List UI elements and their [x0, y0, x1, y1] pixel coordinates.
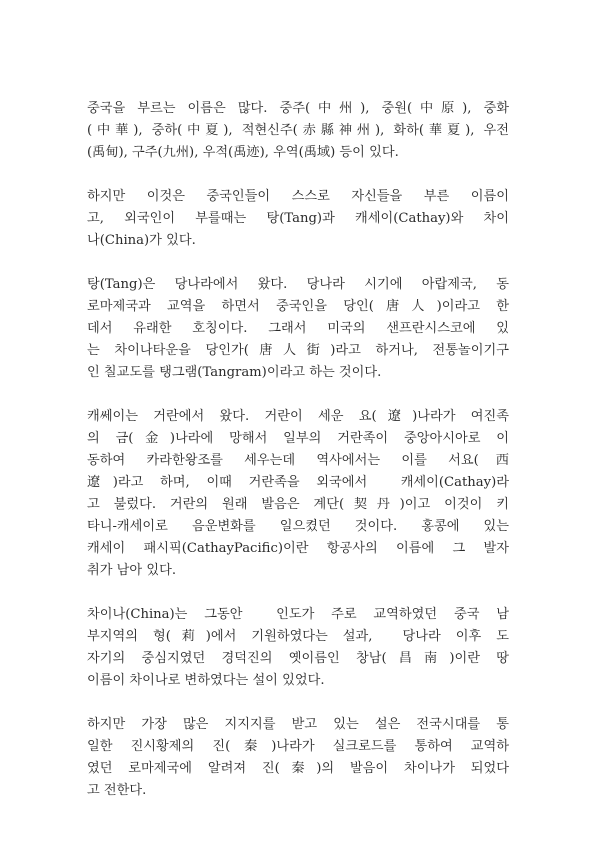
text-line: 캐세이 패시픽(CathayPacific)이란 항공사의 이름에 그 발자	[87, 541, 509, 556]
text-line: 하지만 이것은 중국인들이 스스로 자신들을 부른 이름이	[87, 189, 509, 204]
text-line: 인 칠교도를 탱그램(Tangram)이라고 하는 것이다.	[87, 365, 382, 380]
text-line: 로마제국과 교역을 하면서 중국인을 당인(唐人)이라고 한	[87, 299, 509, 314]
text-line: 나(China)가 있다.	[87, 233, 196, 248]
text-line: 자기의 중심지였던 경덕진의 옛이름인 창남(昌南)이란 땅	[87, 651, 509, 666]
text-line: 타니-캐세이로 음운변화를 일으켰던 것이다. 홍콩에 있는	[87, 519, 509, 534]
paragraph-china-origin	[87, 604, 509, 692]
text-line: 이름이 차이나로 변하였다는 설이 있었다.	[87, 673, 325, 688]
text-line: 고 불렀다. 거란의 원래 발음은 계단(契丹)이고 이것이 키	[87, 497, 509, 512]
document-body	[87, 98, 509, 824]
text-line: 하지만 가장 많은 지지지를 받고 있는 설은 전국시대를 통	[87, 717, 509, 732]
text-line: 중국을 부르는 이름은 많다. 중주(中州), 중원(中原), 중화	[87, 101, 509, 116]
paragraph-cathay	[87, 406, 509, 582]
text-line: 는 차이나타운을 당인가(唐人街)라고 하거나, 전통놀이기구	[87, 343, 509, 358]
text-line: 일한 진시황제의 진(秦)나라가 실크로드를 통하여 교역하	[87, 739, 509, 754]
text-line: 데서 유래한 호칭이다. 그래서 미국의 샌프란시스코에 있	[87, 321, 509, 336]
text-line: 차이나(China)는 그동안 인도가 주로 교역하였던 중국 남	[87, 607, 509, 622]
text-line: 부지역의 형(莉)에서 기원하였다는 설과, 당나라 이후 도	[87, 629, 509, 644]
text-line: 캐쎄이는 거란에서 왔다. 거란이 세운 요(遼)나라가 여진족	[87, 409, 509, 424]
text-line: (中華), 중하(中夏), 적현신주(赤縣神州), 화하(華夏), 우전	[87, 123, 509, 138]
text-line: (禹甸), 구주(九州), 우적(禹迹), 우역(禹域) 등이 있다.	[87, 145, 399, 160]
paragraph-qin-theory	[87, 714, 509, 802]
paragraph-names-of-china	[87, 98, 509, 164]
text-line: 탕(Tang)은 당나라에서 왔다. 당나라 시기에 아랍제국, 동	[87, 277, 509, 292]
text-line: 동하여 카라한왕조를 세우는데 역사에서는 이를 서요(西	[87, 453, 509, 468]
paragraph-tang	[87, 274, 509, 384]
text-line: 의 금(金)나라에 망해서 일부의 거란족이 중앙아시아로 이	[87, 431, 509, 446]
text-line: 취가 남아 있다.	[87, 563, 177, 578]
text-line: 고, 외국인이 부를때는 탕(Tang)과 캐세이(Cathay)와 차이	[87, 211, 509, 226]
text-line: 였던 로마제국에 알려져 진(秦)의 발음이 차이나가 되었다	[87, 761, 509, 776]
text-line: 고 전한다.	[87, 783, 147, 798]
text-line: 遼)라고 하며, 이때 거란족을 외국에서 캐세이(Cathay)라	[87, 475, 509, 490]
paragraph-foreign-names	[87, 186, 509, 252]
